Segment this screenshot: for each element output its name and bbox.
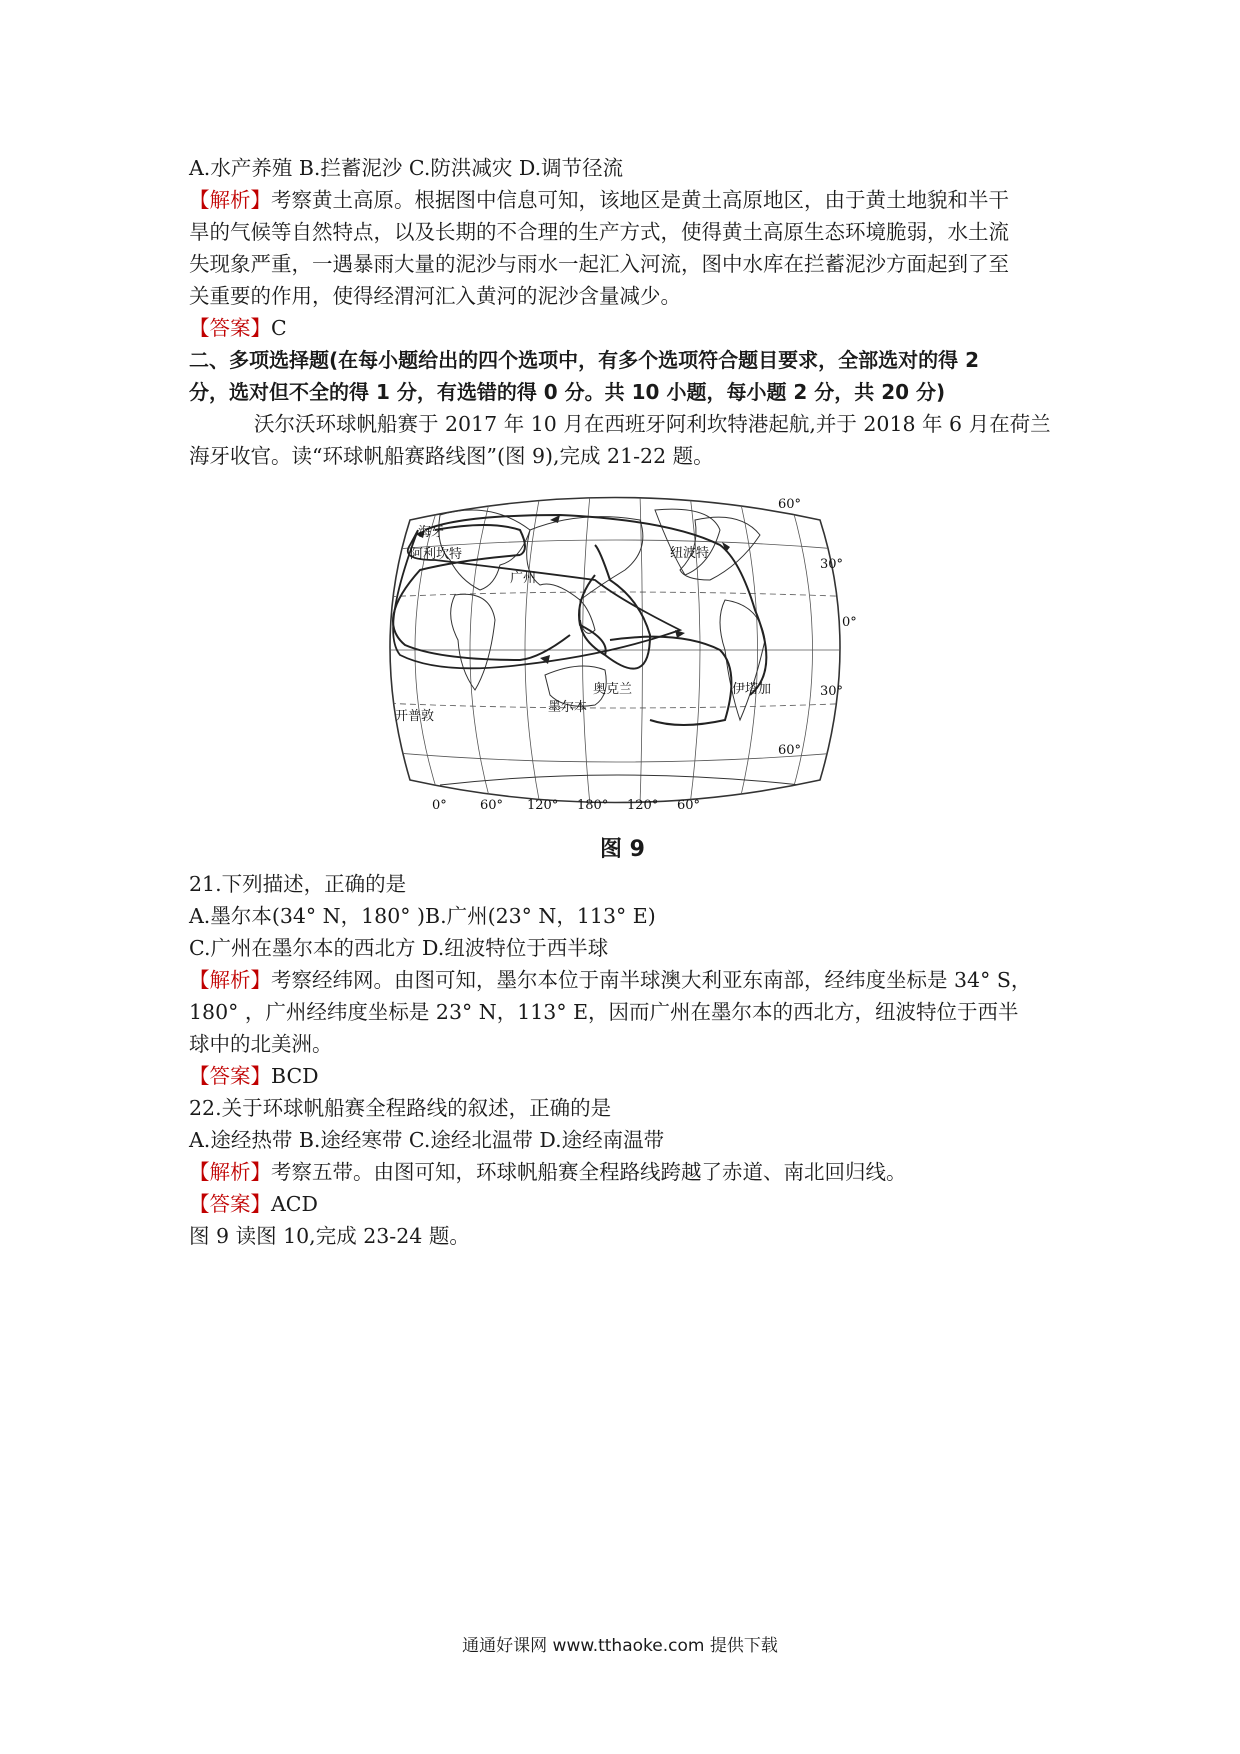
world-route-map bbox=[380, 490, 870, 815]
label-guangzhou: 广州 bbox=[510, 571, 537, 586]
answer-tag: 【答案】 bbox=[189, 316, 271, 340]
lon-label-120: 120° bbox=[527, 798, 559, 813]
figure-caption: 图 9 bbox=[600, 837, 645, 862]
label-melbourne: 墨尔本 bbox=[548, 700, 588, 715]
lat-label-0: 0° bbox=[842, 615, 857, 630]
q21-answer: 【答案】BCD bbox=[189, 1064, 319, 1088]
section2-heading-line-1: 二、多项选择题(在每小题给出的四个选项中，有多个选项符合题目要求，全部选对的得 2 bbox=[189, 348, 980, 372]
lon-label-60w: 60° bbox=[677, 798, 701, 813]
section2-heading-line-2: 分，选对但不全的得 1 分，有选错的得 0 分。共 10 小题，每小题 2 分，共 20 分) bbox=[189, 380, 946, 404]
lon-label-120w: 120° bbox=[627, 798, 659, 813]
footer: 通通好课网 www.tthaoke.com 提供下载 bbox=[462, 1636, 778, 1656]
analysis-tag: 【解析】 bbox=[189, 968, 271, 992]
q21-analysis-line-1: 【解析】考察经纬网。由图可知，墨尔本位于南半球澳大利亚东南部，经纬度坐标是 34° S， bbox=[189, 968, 1032, 992]
q20-analysis-line-4: 关重要的作用，使得经渭河汇入黄河的泥沙含量减少。 bbox=[189, 284, 681, 308]
q21-analysis-line-2: 180° ，广州经纬度坐标是 23° N，113° E，因而广州在墨尔本的西北方，纽波特位于西半 bbox=[189, 1000, 1019, 1024]
label-alicante: 阿利坎特 bbox=[410, 547, 463, 562]
lat-label-60s: 60° bbox=[778, 743, 802, 758]
analysis-tag: 【解析】 bbox=[189, 188, 271, 212]
lat-label-30n: 30° bbox=[820, 557, 844, 572]
q21-options-cd: C.广州在墨尔本的西北方 D.纽波特位于西半球 bbox=[189, 936, 609, 960]
next-intro: 图 9 读图 10,完成 23-24 题。 bbox=[189, 1224, 470, 1248]
answer-tag: 【答案】 bbox=[189, 1192, 271, 1216]
answer-tag: 【答案】 bbox=[189, 1064, 271, 1088]
lat-label-60n: 60° bbox=[778, 497, 802, 512]
label-haiya: 海牙 bbox=[418, 525, 445, 540]
label-auckland: 奥克兰 bbox=[593, 682, 633, 697]
lon-label-0: 0° bbox=[432, 798, 447, 813]
q20-analysis-line-2: 旱的气候等自然特点，以及长期的不合理的生产方式，使得黄土高原生态环境脆弱，水土流 bbox=[189, 220, 1009, 244]
q20-analysis-line-1: 【解析】考察黄土高原。根据图中信息可知，该地区是黄土高原地区，由于黄土地貌和半干 bbox=[189, 188, 1009, 212]
q21-analysis-line-3: 球中的北美洲。 bbox=[189, 1032, 333, 1056]
q22-options: A.途经热带 B.途经寒带 C.途经北温带 D.途经南温带 bbox=[189, 1128, 665, 1152]
lon-label-60: 60° bbox=[480, 798, 504, 813]
intro-line-1: 沃尔沃环球帆船赛于 2017 年 10 月在西班牙阿利坎特港起航,并于 2018 年 6 月在荷兰 bbox=[254, 412, 1051, 436]
lat-label-30s: 30° bbox=[820, 684, 844, 699]
lon-label-180: 180° bbox=[577, 798, 609, 813]
analysis-tag: 【解析】 bbox=[189, 1160, 271, 1184]
q20-answer: 【答案】C bbox=[189, 316, 287, 340]
q20-analysis-line-3: 失现象严重，一遇暴雨大量的泥沙与雨水一起汇入河流，图中水库在拦蓄泥沙方面起到了至 bbox=[189, 252, 1009, 276]
q21-options-ab: A.墨尔本(34° N，180° )B.广州(23° N，113° E) bbox=[189, 904, 656, 928]
label-itajai: 伊塔加 bbox=[732, 682, 772, 697]
intro-line-2: 海牙收官。读“环球帆船赛路线图”(图 9),完成 21-22 题。 bbox=[189, 444, 714, 468]
q20-options: A.水产养殖 B.拦蓄泥沙 C.防洪减灾 D.调节径流 bbox=[189, 156, 624, 180]
q22-answer: 【答案】ACD bbox=[189, 1192, 318, 1216]
label-capetown: 开普敦 bbox=[395, 709, 435, 724]
label-newport: 纽波特 bbox=[670, 546, 710, 561]
q22-stem: 22.关于环球帆船赛全程路线的叙述，正确的是 bbox=[189, 1096, 612, 1120]
q21-stem: 21.下列描述，正确的是 bbox=[189, 872, 407, 896]
q22-analysis: 【解析】考察五带。由图可知，环球帆船赛全程路线跨越了赤道、南北回归线。 bbox=[189, 1160, 907, 1184]
